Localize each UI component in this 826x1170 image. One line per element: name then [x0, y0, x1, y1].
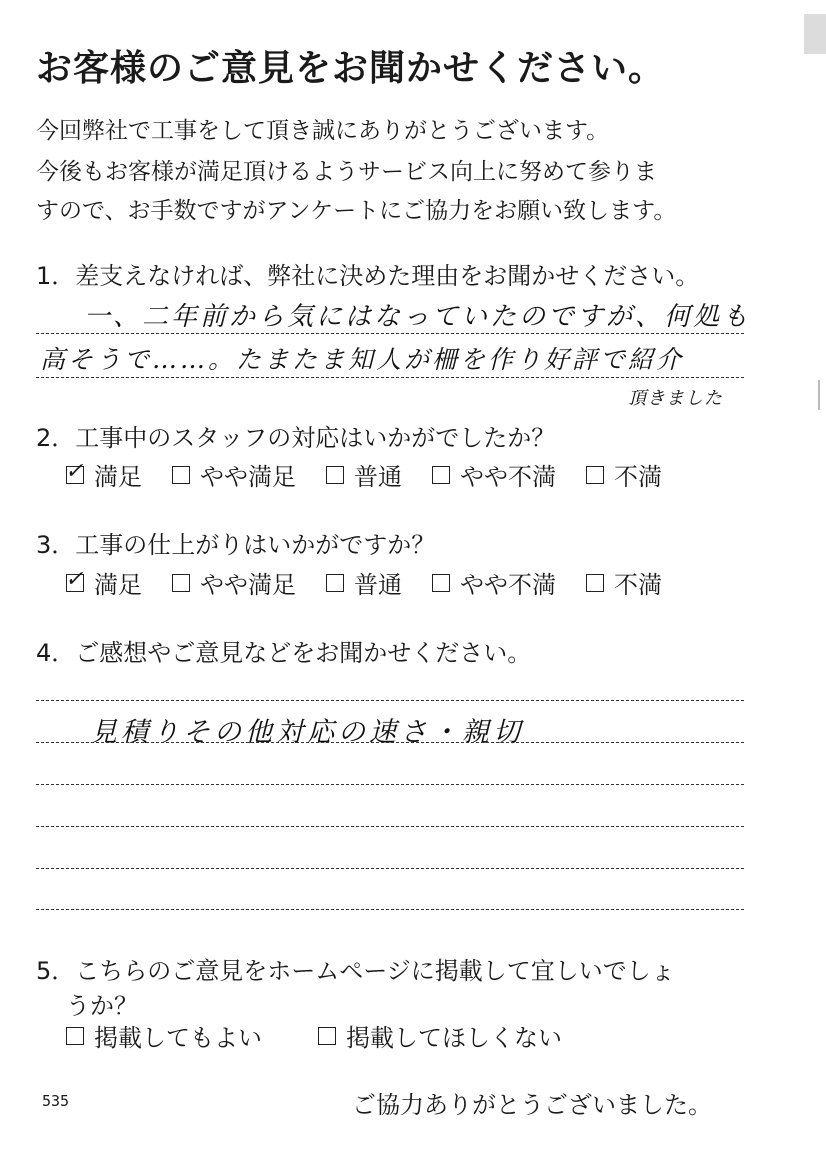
- option-label: やや不満: [460, 571, 556, 599]
- answer-line-divider: [36, 909, 744, 910]
- q2-option-somewhat-dissatisfied[interactable]: [432, 457, 556, 492]
- question-2-options: [66, 457, 692, 492]
- checkbox[interactable]: [586, 466, 604, 484]
- q2-option-dissatisfied[interactable]: [586, 457, 662, 492]
- q2-option-somewhat-satisfied[interactable]: [172, 457, 296, 492]
- question-1-label: 1．差支えなければ、弊社に決めた理由をお聞かせください。: [36, 262, 700, 290]
- closing-message: ご協力ありがとうございました。: [352, 1091, 712, 1119]
- intro-line-3: すので、お手数ですがアンケートにご協力をお願い致します。: [36, 198, 677, 224]
- answer-line-divider: [36, 784, 744, 785]
- q3-option-dissatisfied[interactable]: [586, 565, 662, 600]
- scan-edge-mark: [804, 14, 826, 54]
- question-1-answer-line-1: 一、二年前から気にはなっていたのですが、何処も: [84, 302, 752, 332]
- answer-line-divider: [36, 700, 744, 701]
- checkbox[interactable]: [432, 574, 450, 592]
- option-label: やや満足: [200, 571, 296, 599]
- q2-option-neutral[interactable]: [326, 457, 402, 492]
- option-label: 満足: [94, 463, 142, 491]
- scan-edge-mark-small: [818, 380, 820, 410]
- checkbox[interactable]: [326, 574, 344, 592]
- answer-line-divider: [36, 826, 744, 827]
- intro-line-2: 今後もお客様が満足頂けるようサービス向上に努めて参りま: [36, 159, 657, 185]
- question-4-answer: 見積りその他対応の速さ・親切: [90, 717, 524, 748]
- check-mark-icon: ✓: [65, 566, 84, 592]
- checkbox[interactable]: [66, 1027, 84, 1045]
- checkbox[interactable]: [318, 1027, 336, 1045]
- option-label: 不満: [614, 571, 662, 599]
- question-5-options: [66, 1018, 592, 1053]
- option-label: 不満: [614, 463, 662, 491]
- option-label: 掲載してほしくない: [346, 1024, 562, 1052]
- answer-line-divider: [36, 868, 744, 869]
- option-label: やや満足: [200, 463, 296, 491]
- check-mark-icon: ✓: [65, 458, 84, 484]
- q3-option-somewhat-satisfied[interactable]: [172, 565, 296, 600]
- question-5-label-line-2: うか？: [66, 992, 138, 1020]
- checkbox[interactable]: [586, 574, 604, 592]
- question-3-options: [66, 565, 692, 600]
- question-3-label: 3．工事の仕上がりはいかがですか？: [36, 531, 436, 559]
- option-label: 普通: [354, 571, 402, 599]
- checkbox[interactable]: [172, 466, 190, 484]
- option-label: 掲載してもよい: [94, 1024, 262, 1052]
- q5-option-deny[interactable]: [318, 1018, 562, 1053]
- page-number: 535: [42, 1092, 70, 1110]
- question-1-answer-line-2: 高そうで……。たまたま知人が柵を作り好評で紹介: [40, 345, 685, 374]
- answer-line-divider: [36, 377, 744, 378]
- question-4-label: 4．ご感想やご意見などをお聞かせください。: [36, 639, 532, 667]
- question-5-label-line-1: 5．こちらのご意見をホームページに掲載して宜しいでしょ: [36, 957, 675, 985]
- answer-line-divider: [36, 333, 744, 334]
- intro-line-1: 今回弊社で工事をして頂き誠にありがとうございます。: [36, 118, 610, 144]
- option-label: 満足: [94, 571, 142, 599]
- q3-option-somewhat-dissatisfied[interactable]: [432, 565, 556, 600]
- page-title: お客様のご意見をお聞かせください。: [36, 48, 666, 89]
- q3-option-satisfied[interactable]: [66, 565, 142, 600]
- option-label: 普通: [354, 463, 402, 491]
- checkbox[interactable]: [326, 466, 344, 484]
- q2-option-satisfied[interactable]: [66, 457, 142, 492]
- checkbox[interactable]: [172, 574, 190, 592]
- q3-option-neutral[interactable]: [326, 565, 402, 600]
- checkbox[interactable]: [432, 466, 450, 484]
- checkbox-checked[interactable]: [65, 458, 84, 484]
- option-label: やや不満: [460, 463, 556, 491]
- question-1-answer-line-3: 頂きました: [628, 388, 723, 409]
- q5-option-allow[interactable]: [66, 1018, 262, 1053]
- checkbox-checked[interactable]: [65, 566, 84, 592]
- question-2-label: 2．工事中のスタッフの対応はいかがでしたか？: [36, 424, 556, 452]
- answer-line-divider: [36, 742, 744, 743]
